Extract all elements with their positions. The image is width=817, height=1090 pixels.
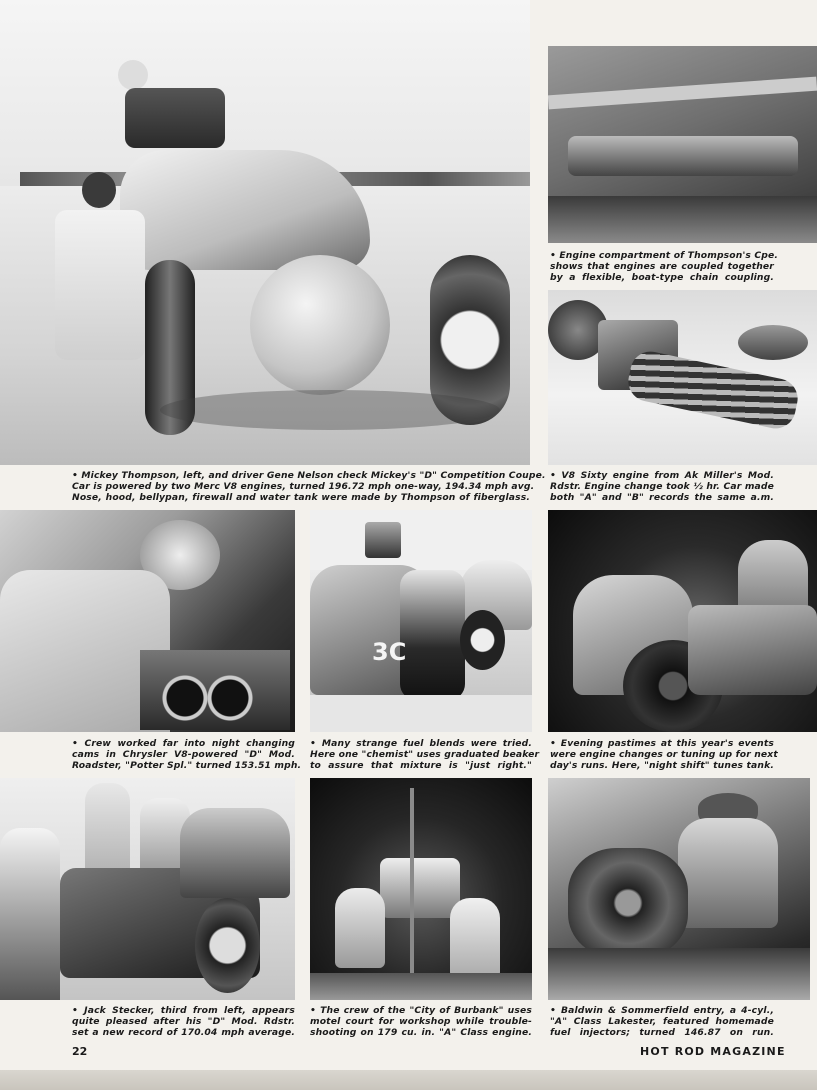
magazine-name: HOT ROD MAGAZINE (640, 1045, 786, 1058)
photo-city-of-burbank (310, 778, 532, 1000)
caption-competition-coupe: • Mickey Thompson, left, and driver Gene Nelson check Mickey's "D" Competition Coupe. Car is powered by two Merc V8 engines, turned 196.72 mph one-way, 194.34 mph avg. Nose, hood, bellypan, firewall and water tank were made by Thompson of fiberglass. (72, 470, 546, 503)
caption-city-of-burbank: • The crew of the "City of Burbank" uses motel court for workshop while trouble- shooting on 179 cu. in. "A" Class engine. (310, 1005, 532, 1038)
caption-jack-stecker: • Jack Stecker, third from left, appears quite pleased after his "D" Mod. Rdstr. set a new record of 170.04 mph average. (72, 1005, 295, 1038)
caption-baldwin-sommerfield: • Baldwin & Sommerfield entry, a 4-cyl., "A" Class Lakester, featured homemade fuel injectors; turned 146.87 on run. (550, 1005, 774, 1038)
photo-jack-stecker (0, 778, 295, 1000)
caption-evening-pastimes: • Evening pastimes at this year's events were engine changes or tuning up for next day's runs. Here, "night shift" tunes tank. (550, 738, 778, 771)
caption-engine-compartment: • Engine compartment of Thompson's Cpe. shows that engines are coupled together by a flexible, boat-type chain coupling. (550, 250, 779, 283)
photo-baldwin-sommerfield (548, 778, 810, 1000)
caption-fuel-blends: • Many strange fuel blends were tried. Here one "chemist" uses graduated beaker to assure that mixture is "just right." (310, 738, 540, 771)
page-bottom-edge (0, 1070, 817, 1090)
page-number: 22 (72, 1045, 88, 1058)
photo-evening-pastimes (548, 510, 817, 732)
photo-engine-compartment (548, 46, 817, 243)
caption-v8-sixty: • V8 Sixty engine from Ak Miller's Mod. Rdstr. Engine change took ½ hr. Car made both "A" and "B" records the same a.m. (550, 470, 774, 503)
caption-crew-night: • Crew worked far into night changing cams in Chrysler V8-powered "D" Mod. Roadster, "Potter Spl." turned 153.51 mph. (72, 738, 302, 771)
photo-competition-coupe (0, 0, 530, 465)
car-number: 3C (372, 638, 407, 666)
photo-crew-changing-cams (0, 510, 295, 732)
photo-v8-sixty-engine (548, 290, 817, 465)
photo-fuel-blends (310, 510, 532, 732)
